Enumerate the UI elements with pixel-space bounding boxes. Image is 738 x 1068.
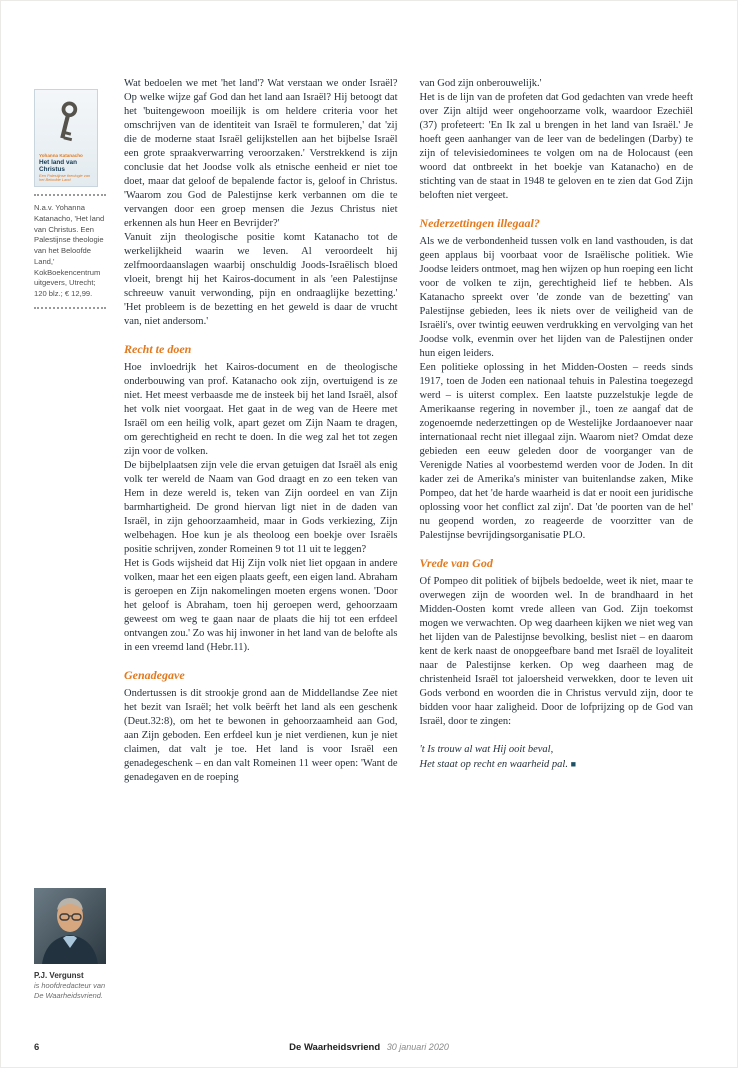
author-role: is hoofdredacteur van De Waarheidsvriend. <box>34 981 106 1001</box>
book-cover-subtitle: Een Palestijnse theologie van het Beloofde Land <box>39 172 91 183</box>
paragraph: Het is de lijn van de profeten dat God gedachten van vrede heeft over Zijn altijd weer ongehoorzame volk, waardoor Ezechiël (37) profeteert: 'En Ik zal u brengen in het land van Israël.' Je hoeft geen aanhanger van de leer van de bedelingen (Darby) te zijn of televisiedominees te volgen om na de Holocaust (een woord dat ontbreekt in het boekje van Katanacho) en de stichting van de staat in 1948 te geloven en te zien dat God Zijn beloften niet vergeet. <box>419 92 693 201</box>
section-heading-vrede-van-god: Vrede van God <box>419 556 493 570</box>
book-cover-text <box>39 153 93 183</box>
article-end-square-icon: ■ <box>570 759 577 769</box>
author-name: P.J. Vergunst <box>34 971 84 981</box>
book-cover <box>34 89 98 187</box>
page-number: 6 <box>34 1042 40 1053</box>
article-body <box>124 77 693 785</box>
paragraph: Hoe invloedrijk het Kairos-document en de theologische onderbouwing van prof. Katanacho ook zijn, overtuigend is ze niet. Het meest verbaasde me de insteek bij het land Israël, alsof het volk niet voorgaat. Het gaat in de weg van de Heere met Israël om een heilig volk, apart gezet om Zijn Naam te dragen, om gerechtigheid en recht te doen. In die weg zal het tot zegen zijn voor de volken. <box>124 362 398 457</box>
quote-line: 't Is trouw al wat Hij ooit beval, <box>419 744 554 755</box>
section-heading-nederzettingen-illegaal: Nederzettingen illegaal? <box>419 216 540 230</box>
paragraph: Een politieke oplossing in het Midden-Oosten – reeds sinds 1917, toen de Joden een nationaal tehuis in Palestina toegezegd werd – is uiterst complex. Een laatste puzzelstukje legde de Amerikaanse regering in november jl., toen ze aangaf dat de zogenoemde nederzettingen op de Westelijke Jordaanoever naar internationaal recht niet illegaal zijn. Waarom niet? Omdat deze gebieden een eeuw geleden door de voorganger van de Verenigde Naties al voorbestemd werden voor de Joden. In dit kader zei de Amerika's minister van buitenlandse zaken, Mike Pompeo, dat het 'de harde waarheid is dat er nooit een juridische oplossing voor het conflict zal zijn'. Dat 'de poorten van de hel' nu geopend worden, zo reageerde de voorzitter van de Palestijnse bevrijdingsorganisatie PLO. <box>419 362 693 541</box>
book-cover-title: Het land van Christus <box>39 158 77 173</box>
key-icon <box>39 93 93 153</box>
paragraph: Of Pompeo dit politiek of bijbels bedoelde, weet ik niet, maar te overwegen zijn de woorden wel. In de brandhaard in het Midden-Oosten komt vrede alleen van God. Zijn toekomst mogen we verwachten. Op weg daarheen kijken we niet weg van het lijden van de Palestijnse bevolking, beslist niet – en daarom kent de kerk naast de onopgeefbare band met Israël de loyaliteit naar de Palestijnse kerken. Op weg daarheen mag de christenheid Israël tot jaloersheid verwekken, door te leven uit Gods verbond en woorden die in Christus vervuld zijn, door te bidden voor haar zaligheid. Door de lofprijzing op de God van Israël, door te zingen: <box>419 576 693 727</box>
article-column-right <box>420 77 694 785</box>
paragraph: Als we de verbondenheid tussen volk en land vasthouden, is dat geen applaus bij voorbaat voor de Israëlische politiek. Wie Joodse leiders ontmoet, mag hen wijzen op hun roeping een licht voor de volken te zijn, gerechtigheid lief te hebben. Als Katanacho spreekt over 'de zonde van de bezetting' van Palestijnse gebieden, lees ik niets over de veiligheid van de Israëli's, over twintig eeuwen verdrukking en vervolging van het Joodse volk, evenmin over het lijden van de Palestijnen onder hun eigen leiders. <box>419 236 693 359</box>
issue-date: 30 januari 2020 <box>386 1042 449 1052</box>
author-block <box>34 888 114 1001</box>
magazine-name: De Waarheidsvriend <box>289 1042 381 1053</box>
paragraph: Het is Gods wijsheid dat Hij Zijn volk niet liet opgaan in andere volken, maar het een eigen plaats geeft, een eigen land. Abraham is geroepen en Zijn nakomelingen moeten ergens wonen. 'Door het geloof is Abraham, toen hij geroepen werd, gehoorzaam geweest om weg te gaan naar de plaats die hij tot een erfdeel ontvangen zou.' Zo was hij inwoner in het land van de belofte als in een vreemd land (Hebr.11). <box>124 558 398 653</box>
quote-line: Het staat op recht en waarheid pal. ■ <box>419 759 577 770</box>
dotted-divider-bottom <box>34 307 106 309</box>
article-column-left <box>124 77 398 785</box>
footer-center <box>1 1042 737 1053</box>
paragraph: Wat bedoelen we met 'het land'? Wat verstaan we onder Israël? Op welke wijze gaf God dan het land aan Israël? Hij betoogt dat het 'buitengewoon moeilijk is om heldere criteria voor het omschrijven van de identiteit van Israël te formuleren,' dat 'zij die de moderne staat Israël gelijkstellen aan het bijbelse Israël een grote spraakverwarring veroorzaken.' Verstrekkend is zijn conclusie dat het Joodse volk als etnische eenheid er niet toe doet, maar dat geloof de bepalende factor is, geloof in Christus. 'Waarom zou God de Palestijnse kerk verbannen om die te vervangen door een groep mensen die Jezus Christus niet erkennen als hun Heer en Bevrijder?' <box>124 78 398 229</box>
poem-quote <box>420 742 694 772</box>
book-reference-caption: N.a.v. Yohanna Katanacho, 'Het land van Christus. Een Palestijnse theologie van het Beloofde Land,' KokBoekencentrum uitgevers, Utrecht; 120 blz.; € 12,99. <box>34 203 105 299</box>
paragraph: van God zijn onberouwelijk.' <box>419 78 542 89</box>
book-cover-author: Yohanna Katanacho <box>39 152 83 158</box>
sidebar <box>34 89 114 1001</box>
page-footer <box>1 1042 737 1058</box>
paragraph: De bijbelplaatsen zijn vele die ervan getuigen dat Israël als enig volk ter wereld de Naam van God draagt en zo een teken van Hem in deze wereld is, teken van Zijn oordeel en van Zijn barmhartigheid. De grond hiervan ligt niet in de daden van Israël, in zijn gehoorzaamheid, maar in Gods verkiezing, Zijn welbehagen. Hoe kun je als theoloog een boekje over Israëls positie schrijven, zonder Romeinen 9 tot 11 uit te leggen? <box>124 460 398 555</box>
author-portrait-photo <box>34 888 106 964</box>
dotted-divider-top <box>34 194 106 196</box>
paragraph: Vanuit zijn theologische positie komt Katanacho tot de werkelijkheid waarin we leven. Al veroordeelt hij zelfmoordaanslagen waarbij onschuldig Joods-Israëlisch bloed vloeit, brengt hij het Kairos-document in als 'een Palestijnse schreeuw vanuit verwonding, pijn en ondraaglijke bezetting.' 'Het probleem is de bezetting en het geweld is daar de vrucht van, niet andersom.' <box>124 232 398 327</box>
paragraph: Ondertussen is dit strookje grond aan de Middellandse Zee niet het bezit van Israël; het volk beërft het land als een geschenk (Deut.32:8), om het te bewonen in gehoorzaamheid aan God, aan Zijn geboden. Een erfdeel kun je niet verdienen, kun je niet claimen, dat valt je toe. Het land is voor Israël een genadegeschenk – en dan valt Romeinen 11 weer open: 'Want de genadegaven en de roeping <box>124 688 398 783</box>
section-heading-genadegave: Genadegave <box>124 668 185 682</box>
section-heading-recht-te-doen: Recht te doen <box>124 342 192 356</box>
